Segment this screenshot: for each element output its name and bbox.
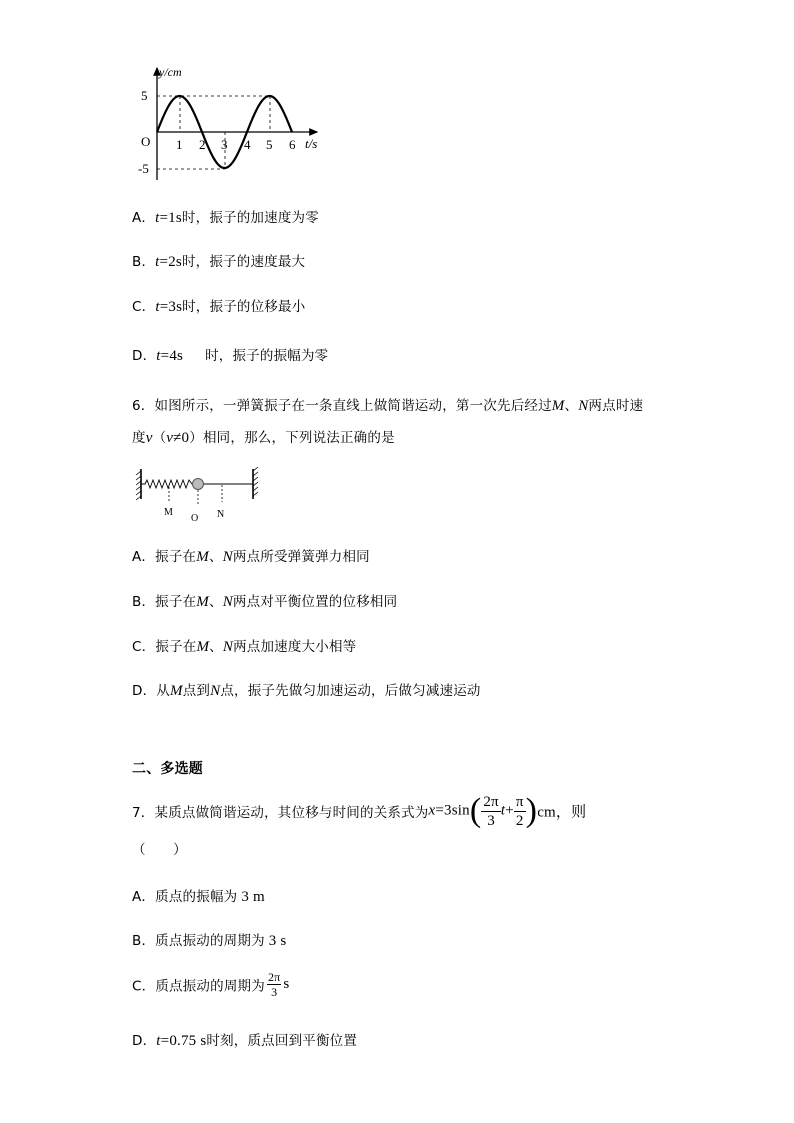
- q5-option-c: C．t=3s时，振子的位移最小: [132, 299, 306, 315]
- x-tick-3: 3: [221, 137, 228, 152]
- figure-label-n: N: [217, 509, 225, 520]
- x-tick-4: 4: [244, 137, 251, 152]
- spring: [141, 480, 194, 488]
- origin-label: O: [141, 134, 151, 149]
- displacement-time-graph: [125, 62, 335, 188]
- q5-option-a: A．t=1s时，振子的加速度为零: [132, 210, 319, 226]
- y-axis-label: y/cm: [159, 65, 182, 79]
- figure-label-m: M: [164, 507, 173, 518]
- oscillator-ball: [193, 479, 204, 490]
- q7-option-a: A．质点的振幅为 3 m: [132, 889, 265, 905]
- q6-stem-line2: 度v（v≠0）相同，那么，下列说法正确的是: [132, 430, 395, 446]
- x-axis-label: t/s: [305, 136, 318, 151]
- x-tick-6: 6: [289, 137, 296, 152]
- q6-option-a: A．振子在M、N两点所受弹簧弹力相同: [132, 549, 370, 565]
- q6-stem-line1: 6．如图所示，一弹簧振子在一条直线上做简谐运动，第一次先后经过M、N两点时速: [132, 398, 644, 414]
- q6-option-c: C．振子在M、N两点加速度大小相等: [132, 639, 357, 655]
- y-tick-5: 5: [141, 88, 148, 103]
- x-tick-1: 1: [176, 137, 183, 152]
- q7-option-d: D．t=0.75 s时刻，质点回到平衡位置: [132, 1033, 358, 1049]
- y-tick-neg5: -5: [138, 161, 149, 176]
- q5-option-b: B．t=2s时，振子的速度最大: [132, 254, 306, 270]
- section-title: 二、多选题: [132, 761, 203, 777]
- figure-label-o: O: [191, 513, 199, 524]
- q7-stem: 7．某质点做简谐运动，其位移与时间的关系式为x=3sin( $\frac{2\pi}{3}$ t+ $\frac{\pi}{2}$ )cm，则: [132, 792, 587, 829]
- q6-option-d: D．从M点到N点，振子先做匀加速运动，后做匀减速运动: [132, 683, 481, 699]
- q7-option-c: C．质点振动的周期为 $\frac{2\pi}{3}$ s: [132, 970, 290, 999]
- spring-oscillator-figure: [132, 465, 267, 525]
- x-tick-2: 2: [199, 137, 206, 152]
- q7-option-b: B．质点振动的周期为 3 s: [132, 933, 287, 949]
- x-tick-5: 5: [266, 137, 273, 152]
- q7-answer-blank: （ ）: [132, 842, 187, 858]
- q6-option-b: B．振子在M、N两点对平衡位置的位移相同: [132, 594, 398, 610]
- q5-option-d: D．t=4s 时，振子的振幅为零: [132, 348, 329, 364]
